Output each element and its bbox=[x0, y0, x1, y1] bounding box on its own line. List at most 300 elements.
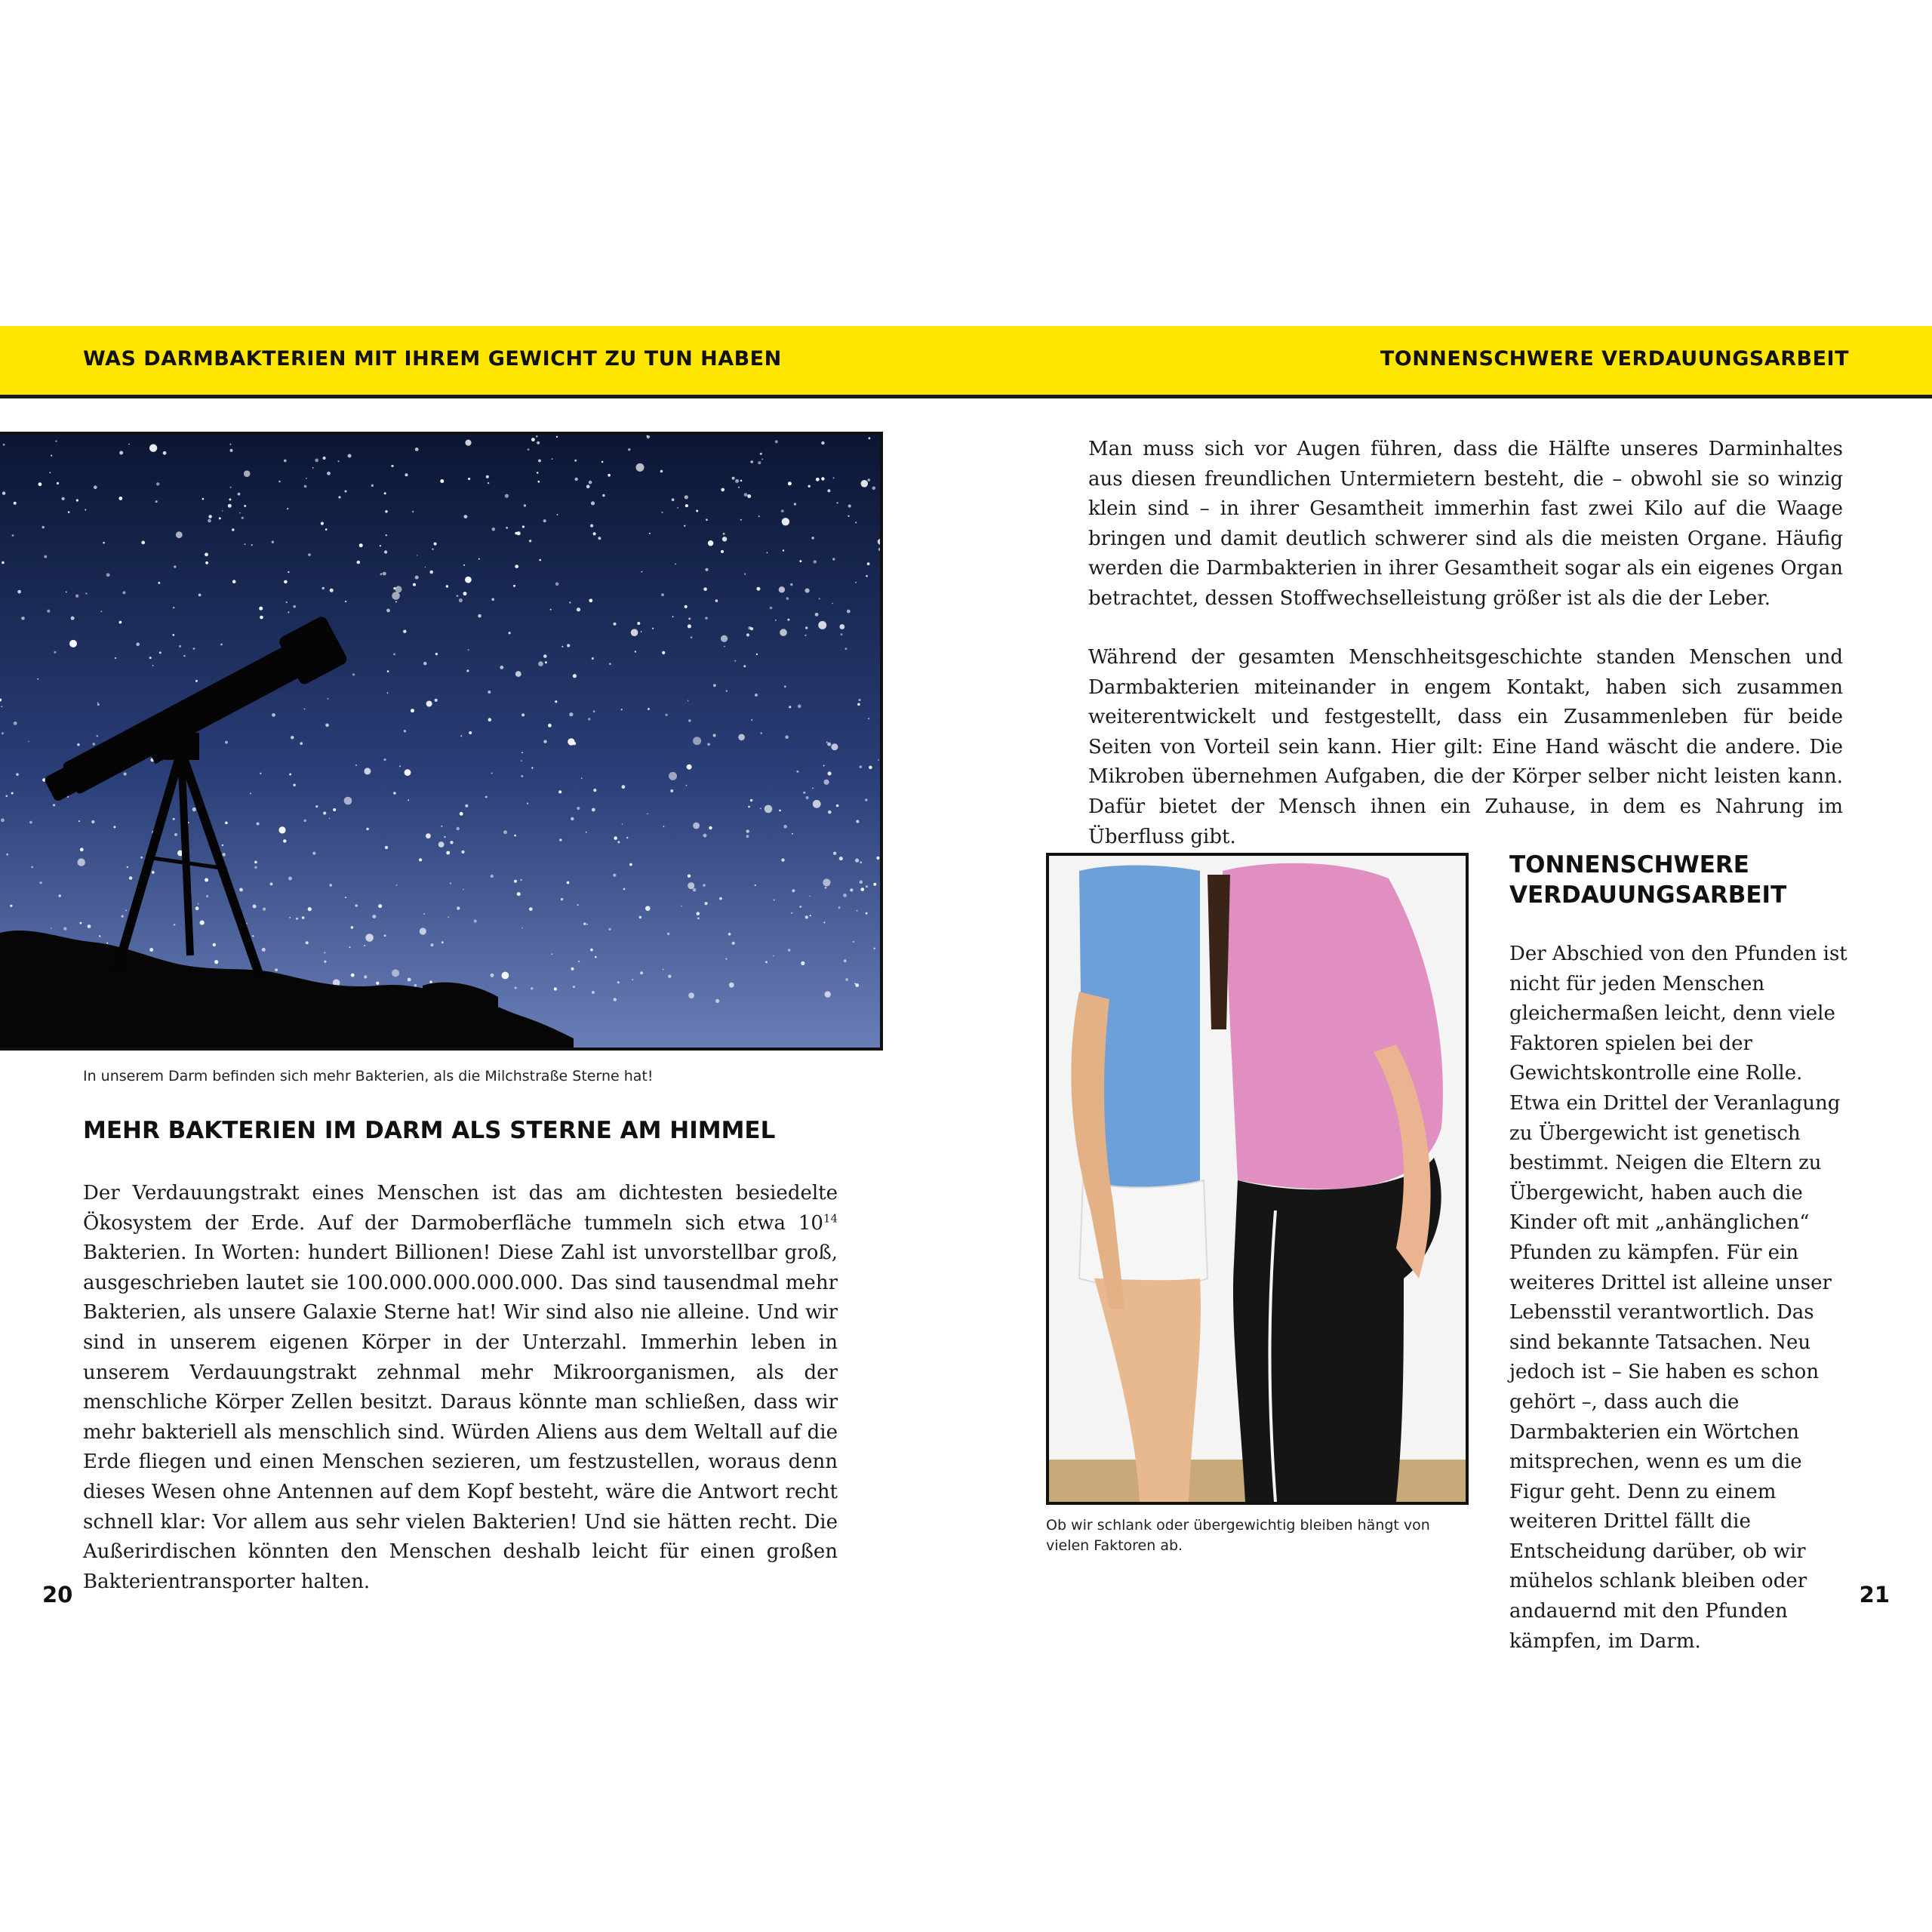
star bbox=[380, 545, 381, 546]
star bbox=[685, 504, 688, 507]
star bbox=[124, 773, 127, 776]
star bbox=[514, 880, 517, 883]
star bbox=[734, 660, 736, 662]
star bbox=[713, 684, 716, 687]
star bbox=[748, 806, 750, 808]
star bbox=[539, 559, 541, 561]
star bbox=[527, 803, 528, 804]
star bbox=[395, 586, 402, 592]
star bbox=[75, 595, 78, 598]
star bbox=[225, 741, 228, 744]
star bbox=[128, 444, 130, 445]
star bbox=[119, 621, 122, 624]
star bbox=[592, 991, 595, 994]
star bbox=[779, 586, 785, 592]
star bbox=[40, 881, 42, 884]
star bbox=[571, 968, 574, 971]
star bbox=[715, 999, 719, 1003]
star bbox=[192, 808, 196, 811]
star bbox=[208, 515, 212, 518]
star bbox=[195, 906, 199, 910]
star bbox=[825, 887, 827, 889]
star bbox=[641, 571, 643, 573]
star bbox=[100, 611, 102, 612]
star bbox=[640, 971, 643, 974]
star bbox=[608, 928, 611, 931]
star bbox=[723, 533, 725, 535]
star bbox=[486, 475, 489, 478]
star bbox=[289, 774, 291, 776]
star bbox=[821, 441, 824, 445]
star bbox=[263, 908, 266, 911]
star bbox=[550, 609, 552, 611]
star bbox=[66, 592, 67, 593]
star bbox=[51, 455, 52, 457]
star bbox=[521, 775, 523, 777]
star bbox=[345, 601, 346, 602]
star bbox=[222, 844, 223, 846]
star bbox=[746, 835, 749, 838]
star bbox=[827, 743, 831, 746]
star bbox=[466, 669, 469, 672]
star bbox=[715, 599, 718, 602]
star bbox=[845, 978, 848, 981]
star bbox=[788, 481, 792, 485]
star bbox=[847, 610, 851, 614]
star bbox=[28, 741, 29, 743]
star bbox=[786, 597, 789, 600]
star bbox=[590, 525, 593, 528]
star bbox=[652, 628, 654, 629]
star bbox=[589, 481, 592, 485]
star bbox=[140, 857, 143, 859]
star bbox=[803, 792, 805, 794]
star bbox=[755, 884, 756, 886]
star bbox=[122, 915, 124, 918]
star bbox=[543, 519, 546, 522]
star bbox=[637, 622, 640, 625]
star bbox=[814, 560, 817, 563]
body-comparison-photo bbox=[1046, 853, 1469, 1505]
star bbox=[798, 704, 801, 708]
star bbox=[693, 823, 700, 829]
heading-right-line1: TONNENSCHWERE bbox=[1509, 851, 1749, 878]
star bbox=[623, 888, 626, 891]
body-left-part2: Bakterien. In Worten: hundert Billionen! Diese Zahl ist unvorstellbar groß, ausgeschrieben lautet sie 100.000.000.000.000. Das sind tausendmal mehr Bakterien, als unsere Galaxie Sterne hat! Wir sind also nie alleine. Und wir sind in unserem eigenen Körper in der Unterzahl. Immerhin leben in unserem Verdauungstrakt zehnmal mehr Mikroorganismen, als der menschliche Körper Zellen besitzt. Daraus könnte man schließen, dass wir mehr bakteriell als menschlich sind. Würden Aliens aus dem Weltall auf die Erde fliegen und einen Menschen sezieren, um festzustellen, woraus denn dieses Wesen ohne Antennen auf dem Kopf besteht, wäre die Antwort recht schnell klar: Vor allem aus sehr vielen Bakterien! Und sie hätten recht. Die Außerirdischen könnten den Menschen deshalb leicht für einen großen Bakterientransporter halten. bbox=[83, 1241, 838, 1593]
star bbox=[403, 630, 406, 633]
star bbox=[505, 494, 509, 498]
star bbox=[860, 765, 863, 768]
star bbox=[688, 719, 691, 722]
star bbox=[304, 485, 307, 488]
star bbox=[538, 460, 541, 463]
telescope-icon bbox=[0, 435, 883, 1051]
star bbox=[1, 706, 2, 708]
star bbox=[324, 961, 326, 963]
star bbox=[405, 769, 411, 776]
star bbox=[703, 834, 707, 838]
star bbox=[688, 875, 691, 878]
star bbox=[38, 482, 42, 486]
star bbox=[502, 972, 509, 980]
star bbox=[861, 888, 865, 891]
star bbox=[193, 648, 195, 650]
star bbox=[593, 532, 596, 535]
star bbox=[577, 608, 580, 611]
star bbox=[783, 549, 784, 551]
body-text-right-paragraph1: Man muss sich vor Augen führen, dass die Hälfte unseres Darminhaltes aus diesen freundlichen Untermietern besteht, die – obwohl sie so winzig klein sind – in ihrer Gesamtheit immerhin fast zwei Kilo auf die Waage bringen und damit deutlich schwerer sind als die meisten Organe. Häufig werden die Darmbakterien in ihrer Gesamtheit sogar als ein eigenes Organ betrachtet, dessen Stoffwechselleistung größer ist als die der Leber. bbox=[1088, 438, 1843, 610]
star bbox=[726, 690, 728, 691]
star bbox=[806, 796, 809, 799]
star bbox=[687, 764, 692, 770]
star bbox=[491, 773, 493, 774]
star bbox=[448, 916, 449, 918]
star bbox=[805, 589, 810, 593]
star bbox=[799, 560, 801, 562]
star bbox=[88, 924, 91, 928]
star bbox=[349, 946, 351, 948]
star bbox=[703, 884, 706, 887]
star bbox=[106, 573, 110, 577]
star bbox=[688, 617, 691, 620]
star bbox=[746, 829, 749, 832]
star bbox=[573, 674, 577, 678]
star bbox=[761, 732, 762, 734]
star bbox=[705, 617, 707, 619]
star bbox=[617, 841, 620, 843]
star bbox=[93, 743, 95, 745]
star bbox=[756, 654, 758, 655]
star bbox=[460, 735, 462, 737]
star bbox=[747, 494, 751, 498]
star bbox=[149, 657, 152, 659]
star bbox=[323, 811, 326, 814]
star bbox=[548, 724, 552, 728]
star bbox=[860, 880, 863, 884]
star bbox=[684, 525, 685, 527]
star bbox=[163, 451, 167, 455]
star bbox=[205, 552, 208, 556]
star bbox=[11, 792, 14, 795]
star bbox=[296, 918, 298, 920]
star bbox=[431, 943, 434, 946]
star bbox=[608, 474, 611, 477]
star bbox=[242, 517, 244, 519]
star bbox=[429, 981, 432, 983]
star bbox=[434, 543, 437, 546]
star bbox=[3, 444, 5, 446]
star bbox=[868, 718, 869, 719]
star bbox=[488, 718, 492, 721]
star bbox=[828, 771, 832, 775]
star bbox=[522, 525, 525, 528]
star bbox=[220, 644, 223, 646]
star bbox=[275, 968, 278, 971]
star bbox=[333, 808, 336, 811]
star bbox=[794, 503, 796, 505]
star bbox=[819, 598, 820, 599]
star bbox=[364, 768, 371, 774]
star bbox=[775, 440, 778, 443]
star bbox=[2, 732, 4, 734]
star bbox=[380, 573, 383, 575]
star bbox=[586, 485, 590, 488]
star bbox=[709, 826, 712, 829]
star bbox=[804, 635, 806, 636]
star bbox=[791, 912, 792, 914]
star bbox=[450, 882, 451, 884]
star bbox=[515, 532, 518, 535]
star bbox=[554, 987, 557, 990]
star bbox=[760, 808, 761, 809]
star bbox=[68, 511, 70, 513]
star bbox=[853, 941, 854, 943]
star bbox=[503, 830, 507, 834]
star bbox=[460, 812, 463, 816]
star bbox=[832, 558, 835, 560]
star bbox=[855, 582, 857, 583]
star bbox=[322, 587, 325, 589]
star bbox=[721, 550, 724, 553]
star bbox=[457, 906, 460, 909]
star bbox=[355, 764, 357, 766]
star bbox=[837, 502, 838, 503]
star bbox=[663, 826, 665, 827]
star bbox=[122, 591, 125, 594]
star bbox=[781, 509, 784, 512]
star bbox=[488, 482, 489, 484]
star bbox=[312, 852, 315, 855]
star bbox=[391, 465, 393, 467]
star bbox=[859, 699, 861, 701]
star bbox=[118, 497, 122, 500]
star bbox=[239, 888, 243, 892]
star bbox=[183, 655, 185, 657]
star bbox=[463, 592, 467, 595]
star bbox=[254, 866, 257, 869]
star bbox=[338, 496, 340, 498]
star bbox=[345, 491, 347, 493]
star bbox=[405, 473, 408, 476]
star bbox=[805, 626, 808, 629]
star bbox=[262, 948, 266, 952]
star bbox=[705, 568, 708, 571]
star bbox=[385, 846, 388, 849]
star bbox=[779, 810, 781, 812]
star bbox=[790, 583, 792, 586]
star bbox=[372, 915, 376, 918]
star bbox=[675, 563, 676, 565]
star bbox=[677, 507, 678, 509]
star bbox=[441, 826, 442, 827]
star bbox=[6, 854, 8, 856]
heading-right-line2: VERDAUUNGSARBEIT bbox=[1509, 881, 1787, 909]
star bbox=[396, 884, 398, 886]
star bbox=[873, 883, 876, 886]
star bbox=[158, 582, 160, 584]
star bbox=[782, 518, 789, 525]
star bbox=[828, 811, 832, 814]
star bbox=[706, 518, 708, 521]
star bbox=[229, 444, 231, 445]
star bbox=[581, 778, 583, 780]
star bbox=[239, 512, 241, 514]
star bbox=[626, 837, 628, 838]
star bbox=[722, 537, 727, 541]
star bbox=[457, 827, 460, 830]
star bbox=[781, 858, 784, 861]
star bbox=[636, 463, 645, 472]
star bbox=[857, 910, 858, 912]
star bbox=[85, 509, 86, 511]
star bbox=[357, 561, 361, 565]
star bbox=[850, 888, 853, 891]
star bbox=[841, 633, 843, 635]
star bbox=[744, 493, 748, 497]
star bbox=[278, 826, 285, 833]
star bbox=[393, 792, 396, 795]
star bbox=[478, 614, 481, 618]
star bbox=[429, 571, 433, 574]
star bbox=[514, 835, 516, 837]
star bbox=[225, 822, 228, 825]
star bbox=[662, 651, 665, 654]
star bbox=[80, 922, 82, 924]
star bbox=[491, 875, 494, 878]
women-profile-photo-icon bbox=[1049, 856, 1466, 1502]
star bbox=[558, 790, 561, 793]
star bbox=[614, 998, 617, 1001]
star bbox=[127, 866, 128, 868]
star bbox=[63, 927, 66, 930]
star bbox=[435, 653, 438, 655]
star bbox=[284, 460, 287, 463]
star bbox=[315, 805, 318, 808]
star bbox=[561, 898, 563, 900]
star bbox=[538, 481, 540, 483]
star bbox=[635, 651, 636, 652]
star bbox=[792, 833, 793, 835]
star bbox=[288, 611, 289, 613]
star bbox=[799, 906, 801, 908]
star bbox=[103, 542, 105, 544]
star bbox=[721, 635, 728, 642]
star bbox=[16, 773, 19, 776]
star bbox=[257, 823, 260, 826]
star bbox=[743, 665, 746, 667]
star bbox=[463, 889, 464, 891]
star bbox=[202, 498, 205, 500]
star bbox=[284, 580, 288, 584]
running-header bbox=[0, 326, 1932, 398]
star bbox=[386, 609, 390, 613]
star bbox=[159, 651, 162, 654]
star bbox=[780, 629, 787, 636]
star bbox=[423, 913, 425, 915]
star bbox=[228, 504, 232, 508]
star bbox=[670, 789, 673, 792]
star bbox=[478, 558, 480, 560]
star bbox=[649, 533, 651, 534]
star bbox=[537, 472, 539, 474]
star bbox=[826, 742, 828, 743]
star bbox=[750, 799, 752, 801]
star bbox=[415, 576, 419, 580]
star bbox=[386, 534, 387, 536]
star bbox=[395, 601, 397, 602]
star bbox=[97, 703, 100, 706]
star bbox=[622, 785, 626, 789]
star bbox=[106, 943, 108, 944]
star bbox=[855, 859, 859, 863]
star bbox=[773, 955, 774, 957]
star bbox=[355, 904, 358, 906]
star bbox=[321, 522, 324, 525]
star bbox=[774, 900, 775, 901]
star bbox=[129, 876, 133, 880]
star bbox=[823, 765, 825, 767]
star bbox=[815, 613, 819, 617]
star bbox=[172, 634, 174, 636]
star bbox=[37, 678, 38, 680]
photo-caption: Ob wir schlank oder übergewichtig bleiben hängt von vielen Faktoren ab. bbox=[1046, 1517, 1430, 1554]
star bbox=[287, 508, 288, 509]
star bbox=[621, 709, 623, 710]
star bbox=[872, 487, 876, 491]
star bbox=[688, 700, 689, 702]
star bbox=[278, 481, 281, 483]
star bbox=[500, 666, 503, 669]
star bbox=[559, 838, 562, 841]
star bbox=[57, 482, 59, 485]
star bbox=[556, 436, 558, 438]
star bbox=[423, 662, 426, 665]
star bbox=[521, 713, 525, 716]
star bbox=[622, 823, 623, 825]
star bbox=[426, 833, 431, 838]
star bbox=[174, 833, 177, 836]
star bbox=[413, 583, 416, 586]
star bbox=[392, 969, 399, 977]
star bbox=[457, 595, 459, 597]
star bbox=[136, 642, 140, 646]
star bbox=[149, 445, 157, 452]
star bbox=[419, 858, 422, 861]
star bbox=[71, 617, 75, 620]
star bbox=[491, 598, 494, 601]
star bbox=[588, 718, 590, 720]
star bbox=[366, 828, 368, 830]
star bbox=[531, 767, 533, 768]
star bbox=[874, 948, 875, 949]
star bbox=[529, 907, 533, 911]
star bbox=[31, 866, 33, 869]
star bbox=[450, 841, 453, 844]
star bbox=[567, 644, 570, 647]
star bbox=[91, 820, 94, 823]
star bbox=[732, 477, 735, 480]
star bbox=[323, 457, 326, 460]
star bbox=[351, 974, 355, 977]
star bbox=[251, 544, 253, 546]
star bbox=[848, 504, 851, 507]
star bbox=[441, 941, 444, 943]
star bbox=[260, 773, 261, 774]
star bbox=[521, 760, 522, 761]
star bbox=[839, 857, 843, 860]
star bbox=[602, 494, 605, 497]
body-text-left bbox=[83, 1179, 838, 1597]
